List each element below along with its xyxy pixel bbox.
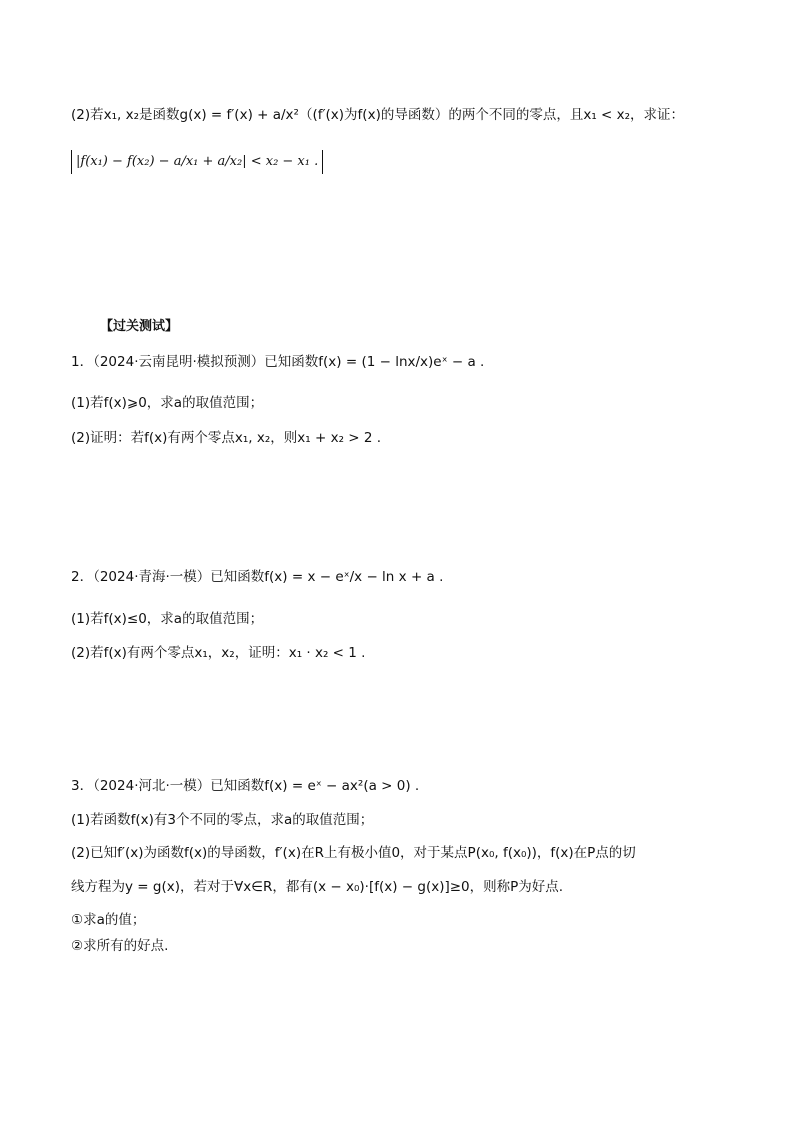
question-1: 1．（2024·云南昆明·模拟预测）已知函数f(x) = (1 − lnx/x)eˣ − a . [71, 354, 485, 370]
part2-inequality [71, 150, 323, 174]
question-1-part-2: (2)证明：若f(x)有两个零点x₁, x₂，则x₁ + x₂ > 2 . [71, 430, 382, 446]
question-2-part-2: (2)若f(x)有两个零点x₁，x₂，证明：x₁ · x₂ < 1 . [71, 645, 366, 661]
question-2: 2．（2024·青海·一模）已知函数f(x) = x − eˣ/x − ln x + a . [71, 569, 444, 585]
part2-intro: (2)若x₁, x₂是函数g(x) = f′(x) + a/x²（(f′(x)为f(x)的导函数）的两个不同的零点，且x₁ < x₂，求证： [71, 107, 685, 123]
question-3: 3．（2024·河北·一模）已知函数f(x) = eˣ − ax²(a > 0) . [71, 778, 420, 794]
question-2-part-1: (1)若f(x)≤0，求a的取值范围； [71, 611, 264, 627]
question-1-part-1: (1)若f(x)⩾0，求a的取值范围； [71, 395, 264, 411]
inequality-expression: |f(x₁) − f(x₂) − a/x₁ + a/x₂| < x₂ − x₁ . [71, 150, 323, 174]
question-3-subpart-1: ①求a的值； [71, 912, 146, 928]
question-3-part-2-line-1: (2)已知f′(x)为函数f(x)的导函数，f′(x)在R上有极小值0，对于某点P(x₀, f(x₀))，f(x)在P点的切 [71, 845, 636, 861]
question-3-part-1: (1)若函数f(x)有3个不同的零点，求a的取值范围； [71, 812, 374, 828]
question-3-subpart-2: ②求所有的好点. [71, 938, 169, 954]
section-title: 【过关测试】 [100, 319, 179, 334]
question-3-part-2-line-2: 线方程为y = g(x)，若对于∀x∈R，都有(x − x₀)·[f(x) − g(x)]≥0，则称P为好点. [71, 879, 564, 895]
